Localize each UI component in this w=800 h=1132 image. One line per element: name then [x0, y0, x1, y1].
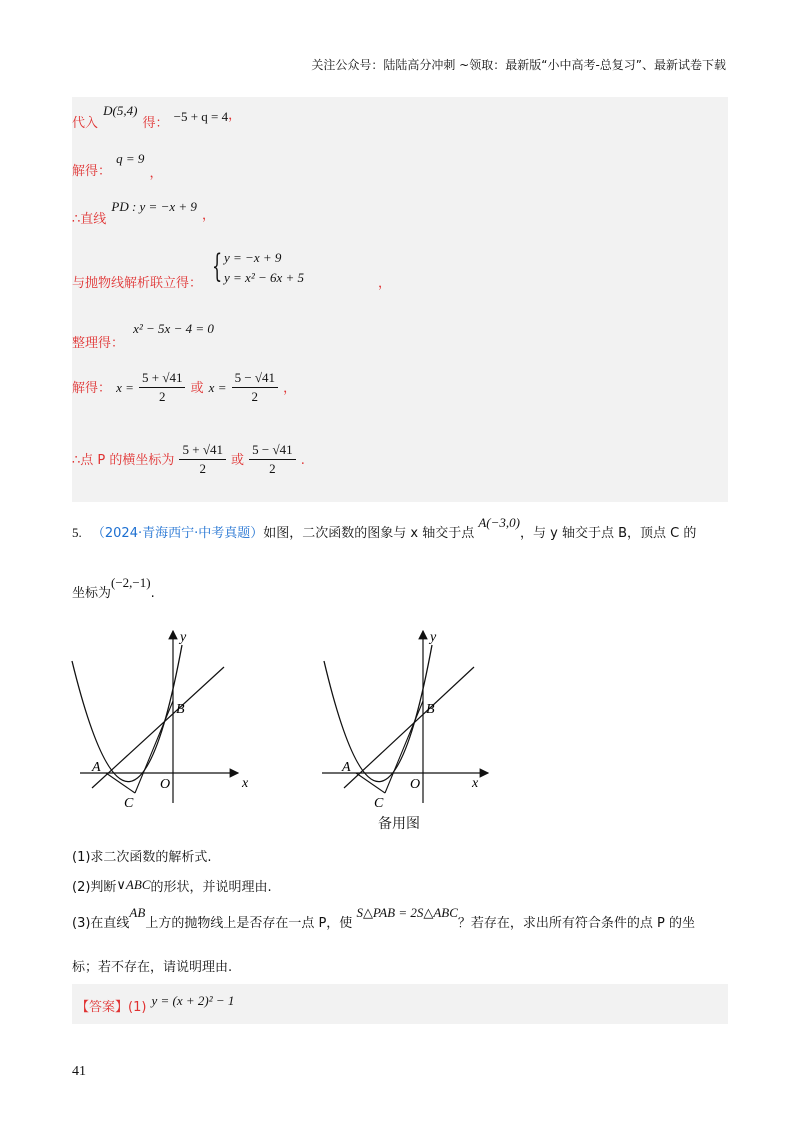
fraction-1	[179, 442, 225, 477]
denominator: 2	[269, 461, 276, 476]
variable-x: x =	[208, 380, 227, 395]
point-c: (−2,−1)	[111, 575, 151, 590]
page-header: 关注公众号：陆陆高分冲刺 ~领取：最新版“小中高考-总复习”、最新试卷下载	[311, 58, 726, 72]
question-text: 上方的抛物线上是否存在一点 P，使	[145, 916, 353, 931]
problem-text: 如图，二次函数的图象与 x 轴交于点	[263, 526, 475, 541]
solution-label: 代入	[72, 116, 99, 131]
punctuation: ，	[228, 108, 242, 123]
equation: x² − 5x − 4 = 0	[133, 321, 214, 336]
line-ab-label: AB	[129, 905, 146, 920]
system-equation-2: y = x² − 6x + 5	[224, 270, 305, 285]
punctuation: ，	[201, 208, 215, 223]
problem-line-1	[72, 515, 697, 541]
equation: q = 9	[116, 151, 145, 166]
figure-main	[60, 625, 260, 815]
fraction-2	[232, 370, 278, 405]
fraction-1	[139, 370, 185, 405]
denominator: 2	[199, 461, 206, 476]
question-text: (2)判断	[72, 880, 117, 895]
numerator: 5 + √41	[179, 442, 225, 460]
line-ab	[92, 667, 224, 788]
question-3-continued: 标；若不存在，请说明理由.	[72, 960, 233, 975]
solution-line-3	[72, 196, 215, 227]
y-label: y	[180, 630, 187, 645]
punctuation: ，	[378, 276, 392, 291]
point-c-label: C	[374, 796, 384, 811]
question-2	[72, 876, 272, 895]
solution-label: 得：	[142, 116, 169, 131]
solution-label: ∴点 P 的横坐标为	[72, 453, 175, 468]
x-label: x	[242, 776, 249, 791]
solution-label: 与抛物线解析联立得：	[72, 276, 203, 291]
area-equation: S△PAB = 2S△ABC	[356, 905, 458, 920]
question-text: (3)在直线	[72, 916, 130, 931]
x-label: x	[472, 776, 479, 791]
numerator: 5 − √41	[249, 442, 295, 460]
y-label: y	[430, 630, 437, 645]
origin-label: O	[410, 777, 421, 792]
point-a-label: A	[92, 760, 101, 775]
punctuation: ，	[149, 166, 163, 181]
numerator: 5 + √41	[139, 370, 185, 388]
answer-tag: 【答案】(1)	[76, 1000, 147, 1015]
problem-text: ，与 y 轴交于点 B，顶点 C 的	[519, 526, 697, 541]
question-1: (1)求二次函数的解析式.	[72, 850, 212, 865]
numerator: 5 − √41	[232, 370, 278, 388]
segment-ac	[106, 773, 135, 793]
problem-text: .	[150, 586, 155, 601]
problem-number: 5.	[72, 525, 82, 540]
point-c-label: C	[124, 796, 134, 811]
solution-line-6	[72, 370, 296, 405]
fraction-2	[249, 442, 295, 477]
answer-line	[76, 990, 235, 1015]
segment-ac	[356, 773, 385, 793]
question-text: ？若存在，求出所有符合条件的点 P 的坐	[457, 916, 696, 931]
solution-line-5	[72, 318, 214, 351]
system-equation-1: y = −x + 9	[224, 250, 282, 265]
solution-line-2	[72, 148, 163, 181]
problem-text: 坐标为	[72, 586, 112, 601]
or-word: 或	[190, 381, 204, 396]
parabola-curve	[72, 645, 182, 782]
point-b-label: B	[426, 702, 435, 717]
denominator: 2	[251, 389, 259, 404]
solution-label: ∴直线	[72, 212, 107, 227]
answer-equation: y = (x + 2)² − 1	[151, 993, 235, 1008]
solution-label: 解得：	[72, 164, 112, 179]
solution-label: 整理得：	[72, 336, 125, 351]
denominator: 2	[158, 389, 166, 404]
solution-label: 解得：	[72, 381, 112, 396]
solution-line-1	[72, 103, 242, 131]
solution-line-7	[72, 442, 305, 477]
punctuation: ，	[283, 381, 297, 396]
problem-source: （2024·青海西宁·中考真题）	[91, 526, 264, 541]
figure-backup	[310, 625, 510, 815]
point-a: A(−3,0)	[478, 515, 520, 530]
point-a-label: A	[342, 760, 351, 775]
point-b-label: B	[176, 702, 185, 717]
problem-line-2	[72, 575, 155, 601]
page-number: 41	[72, 1064, 86, 1079]
variable-x: x =	[116, 380, 134, 395]
line-ab	[344, 667, 474, 788]
point-d: D(5,4)	[103, 103, 138, 118]
question-text: 的形状，并说明理由.	[150, 880, 272, 895]
equation: PD : y = −x + 9	[111, 199, 197, 214]
brace-symbol: {	[212, 247, 223, 285]
parabola-curve	[324, 645, 432, 782]
punctuation: .	[300, 453, 305, 468]
triangle-abc: ∨ABC	[116, 877, 151, 892]
equation: −5 + q = 4	[173, 109, 229, 124]
backup-figure-caption: 备用图	[378, 816, 420, 832]
origin-label: O	[160, 777, 171, 792]
or-word: 或	[231, 453, 245, 468]
question-3	[72, 905, 696, 931]
